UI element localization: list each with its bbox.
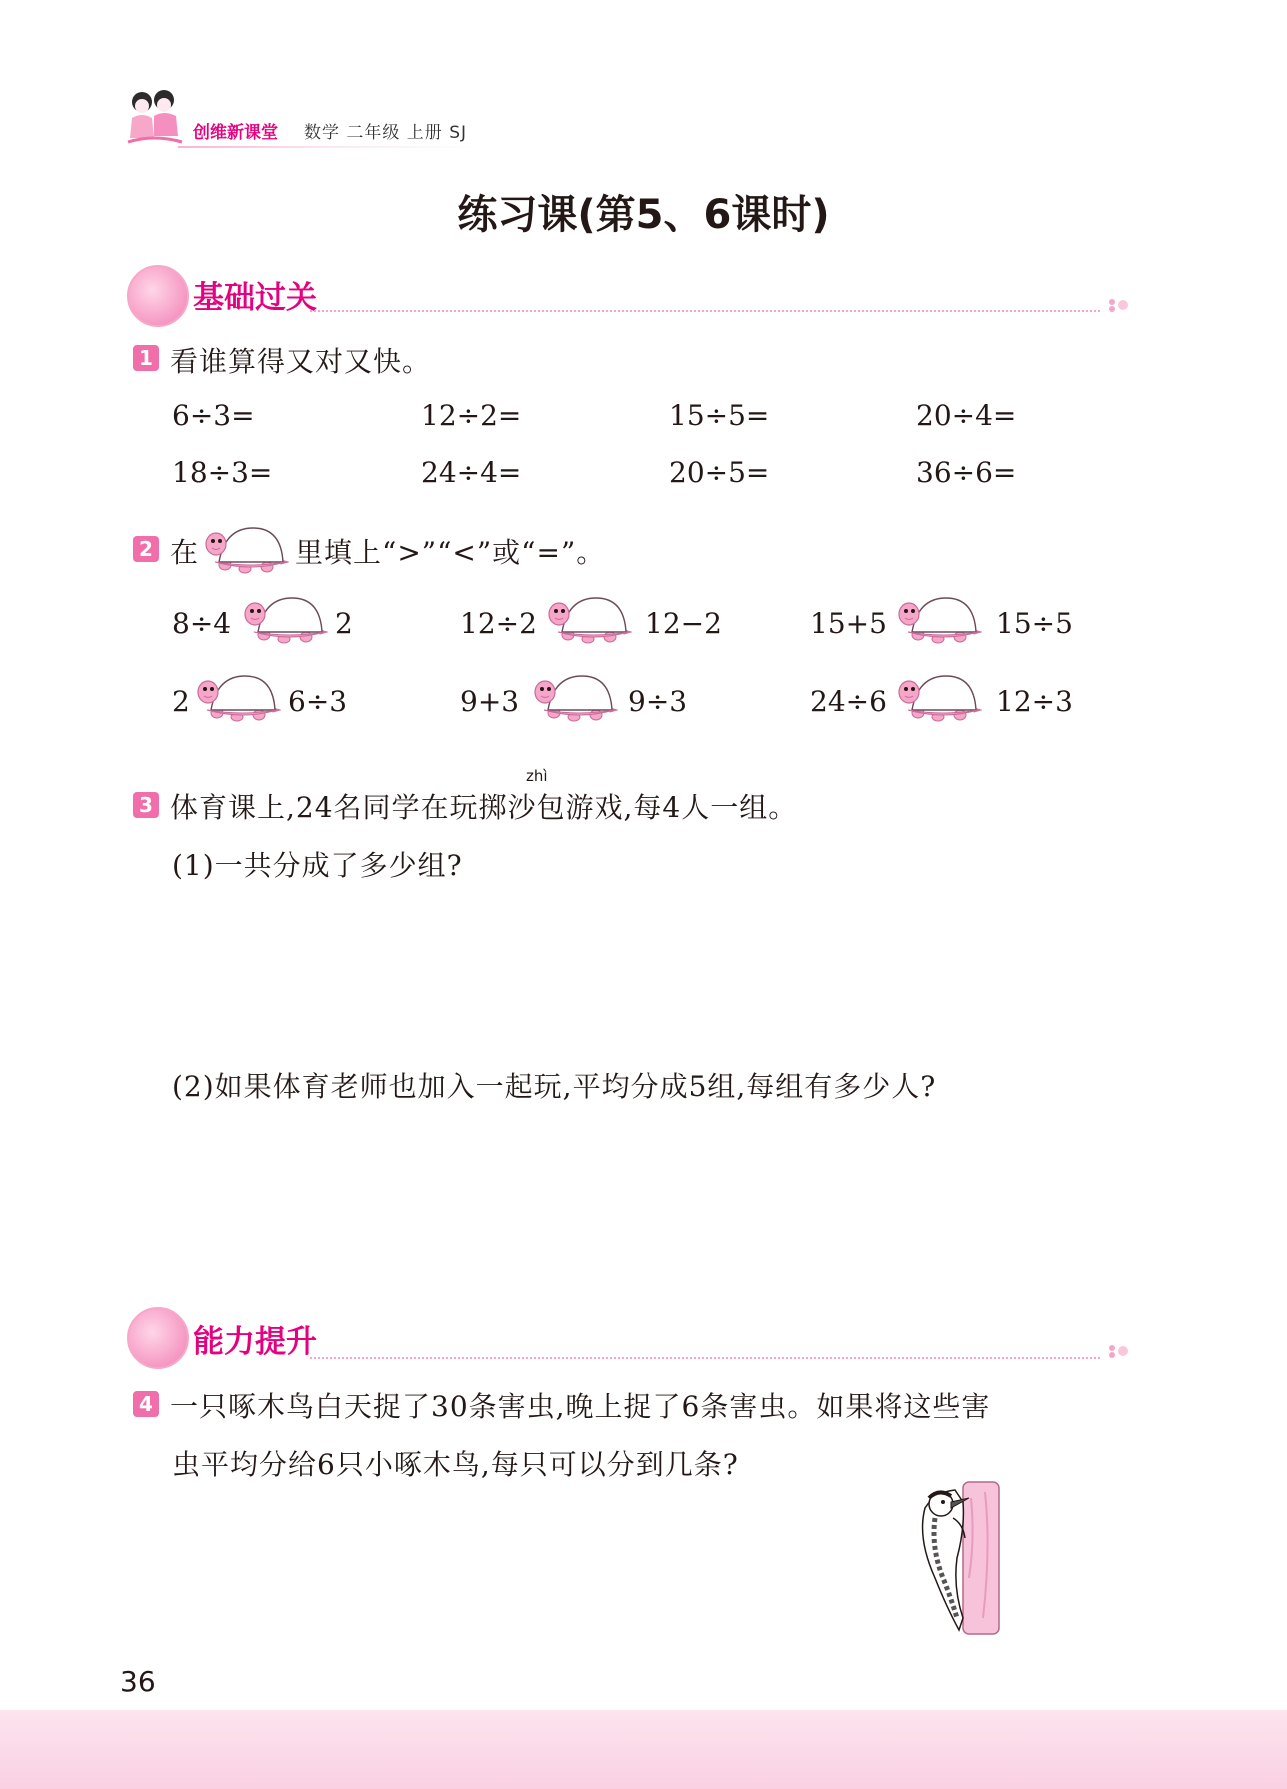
turtle-blank-icon (197, 670, 281, 726)
header-brand: 创维新课堂 (193, 123, 278, 143)
section-badge-icon (127, 265, 189, 327)
section-title-advanced: 能力提升 (193, 1324, 317, 1360)
expression: 20÷5= (669, 456, 770, 489)
compare-left: 15+5 (810, 607, 887, 640)
compare-right: 9÷3 (628, 685, 688, 718)
page-title: 练习课(第5、6课时) (457, 192, 830, 238)
sub-question-1: (1)一共分成了多少组? (172, 849, 463, 882)
turtle-blank-icon (898, 670, 982, 726)
compare-right: 6÷3 (288, 685, 348, 718)
woodpecker-tree-icon (895, 1478, 1010, 1638)
section-divider (310, 1357, 1100, 1359)
compare-right: 2 (335, 607, 353, 640)
turtle-blank-icon (205, 522, 289, 578)
page-number: 36 (120, 1665, 156, 1698)
question-number: 4 (133, 1391, 159, 1417)
section-title-basic: 基础过关 (193, 280, 317, 316)
turtle-blank-icon (548, 592, 632, 648)
question-number: 3 (133, 792, 159, 818)
expression: 6÷3= (172, 399, 255, 432)
sub-question-2: (2)如果体育老师也加入一起玩,平均分成5组,每组有多少人? (172, 1070, 937, 1103)
expression: 15÷5= (669, 399, 770, 432)
turtle-blank-icon (534, 670, 618, 726)
dots-decoration-icon (1106, 1344, 1136, 1358)
question-number: 2 (133, 536, 159, 562)
dots-decoration-icon (1106, 298, 1136, 312)
compare-left: 8÷4 (172, 607, 232, 640)
section-divider (310, 310, 1100, 312)
compare-right: 15÷5 (996, 607, 1073, 640)
compare-left: 9+3 (460, 685, 520, 718)
expression: 18÷3= (172, 456, 273, 489)
question-line-2: 虫平均分给6只小啄木鸟,每只可以分到几条? (172, 1448, 739, 1481)
turtle-blank-icon (244, 592, 328, 648)
pinyin-annotation: zhì (526, 767, 548, 785)
expression: 24÷4= (421, 456, 522, 489)
expression: 20÷4= (916, 399, 1017, 432)
compare-left: 24÷6 (810, 685, 887, 718)
compare-right: 12÷3 (996, 685, 1073, 718)
question-number: 1 (133, 345, 159, 371)
question-prompt: 体育课上,24名同学在玩掷沙包游戏,每4人一组。 (170, 791, 798, 824)
question-prompt: 看谁算得又对又快。 (170, 345, 432, 378)
compare-left: 12÷2 (460, 607, 537, 640)
expression: 36÷6= (916, 456, 1017, 489)
footer-band (0, 1710, 1287, 1789)
question-prompt-pre: 在 (170, 536, 200, 569)
compare-right: 12−2 (645, 607, 722, 640)
header-book-info: 数学 二年级 上册 SJ (304, 123, 468, 143)
question-prompt-post: 里填上“>”“<”或“=”。 (295, 536, 606, 569)
question-line-1: 一只啄木鸟白天捉了30条害虫,晚上捉了6条害虫。如果将这些害 (170, 1390, 991, 1423)
compare-left: 2 (172, 685, 190, 718)
turtle-blank-icon (898, 592, 982, 648)
section-badge-icon (127, 1307, 189, 1369)
kids-logo-icon (124, 88, 184, 152)
expression: 12÷2= (421, 399, 522, 432)
header-divider (178, 146, 478, 148)
